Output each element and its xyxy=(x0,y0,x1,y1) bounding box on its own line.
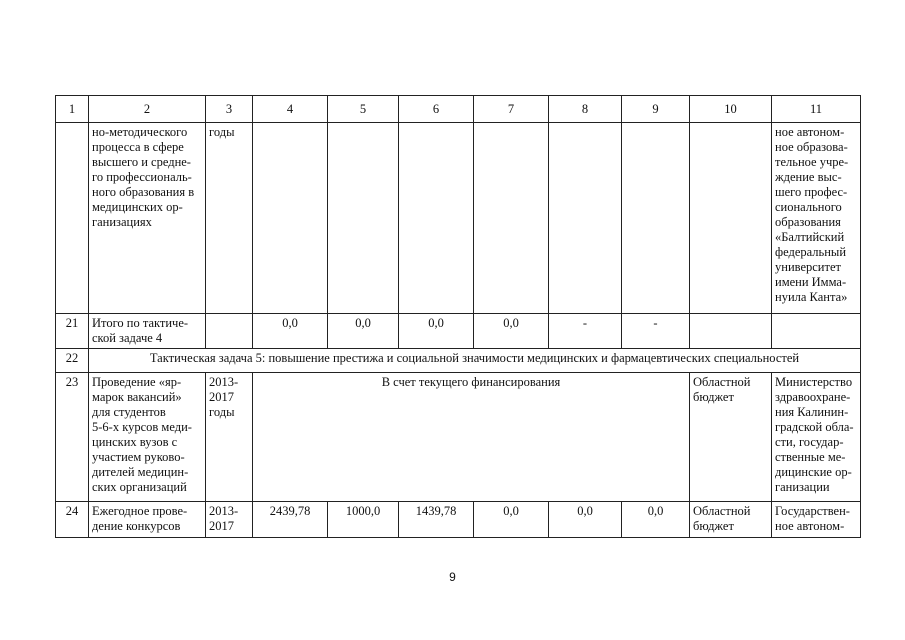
column-number-header-row xyxy=(56,96,861,123)
source-cell: Областной бюджет xyxy=(690,502,772,538)
row-number-cell: 23 xyxy=(56,373,89,502)
header-cell: 9 xyxy=(622,96,690,123)
source-cell: Областной бюджет xyxy=(690,373,772,502)
header-cell: 11 xyxy=(772,96,861,123)
value-cell xyxy=(622,123,690,314)
measure-cell: Проведение «яр- марок вакансий» для студентов 5-6-х курсов меди- цинских вузов с участием руково- дителей медицин- ских организаций xyxy=(89,373,206,502)
executor-cell: Министерство здравоохране- ния Калинин- градской обла- сти, государ- ственные ме- дицинские ор- ганизации xyxy=(772,373,861,502)
executor-cell: Государствен- ное автоном- xyxy=(772,502,861,538)
header-cell: 1 xyxy=(56,96,89,123)
header-cell: 6 xyxy=(399,96,474,123)
executor-cell xyxy=(772,314,861,349)
header-cell: 8 xyxy=(549,96,622,123)
header-cell: 2 xyxy=(89,96,206,123)
value-cell: - xyxy=(622,314,690,349)
period-cell: 2013- 2017 xyxy=(206,502,253,538)
tactical-task-heading: Тактическая задача 5: повышение престижа и социальной значимости медицинских и фармацевтических специальностей xyxy=(89,349,861,373)
executor-cell: ное автоном- ное образова- тельное учре- ждение выс- шего профес- сионального образования «Балтийский федеральный университет имени Имма- нуила Канта» xyxy=(772,123,861,314)
value-cell: 1000,0 xyxy=(328,502,399,538)
measure-cell: но-методического процесса в сфере высшего и средне- го профессиональ- ного образования в медицинских ор- ганизациях xyxy=(89,123,206,314)
value-cell: 0,0 xyxy=(399,314,474,349)
value-cell: 0,0 xyxy=(253,314,328,349)
period-cell: 2013- 2017 годы xyxy=(206,373,253,502)
page-number: 9 xyxy=(449,570,456,584)
table-row-continuation xyxy=(56,123,861,314)
value-cell xyxy=(328,123,399,314)
header-cell: 7 xyxy=(474,96,549,123)
value-cell: 2439,78 xyxy=(253,502,328,538)
table-row-22 xyxy=(56,349,861,373)
table-row-23 xyxy=(56,373,861,502)
program-table xyxy=(55,95,861,538)
value-cell xyxy=(253,123,328,314)
value-cell: - xyxy=(549,314,622,349)
row-number-cell: 22 xyxy=(56,349,89,373)
header-cell: 4 xyxy=(253,96,328,123)
period-cell: годы xyxy=(206,123,253,314)
header-cell: 3 xyxy=(206,96,253,123)
measure-cell: Итого по тактиче- ской задаче 4 xyxy=(89,314,206,349)
table-row-21 xyxy=(56,314,861,349)
value-cell: 0,0 xyxy=(622,502,690,538)
value-cell: 1439,78 xyxy=(399,502,474,538)
period-cell xyxy=(206,314,253,349)
value-cell: 0,0 xyxy=(474,314,549,349)
header-cell: 10 xyxy=(690,96,772,123)
financing-merged-cell: В счет текущего финансирования xyxy=(253,373,690,502)
row-number-cell: 24 xyxy=(56,502,89,538)
value-cell: 0,0 xyxy=(474,502,549,538)
row-number-cell xyxy=(56,123,89,314)
value-cell xyxy=(549,123,622,314)
source-cell xyxy=(690,314,772,349)
value-cell xyxy=(399,123,474,314)
source-cell xyxy=(690,123,772,314)
table-row-24 xyxy=(56,502,861,538)
value-cell: 0,0 xyxy=(328,314,399,349)
value-cell: 0,0 xyxy=(549,502,622,538)
header-cell: 5 xyxy=(328,96,399,123)
measure-cell: Ежегодное прове- дение конкурсов xyxy=(89,502,206,538)
value-cell xyxy=(474,123,549,314)
row-number-cell: 21 xyxy=(56,314,89,349)
